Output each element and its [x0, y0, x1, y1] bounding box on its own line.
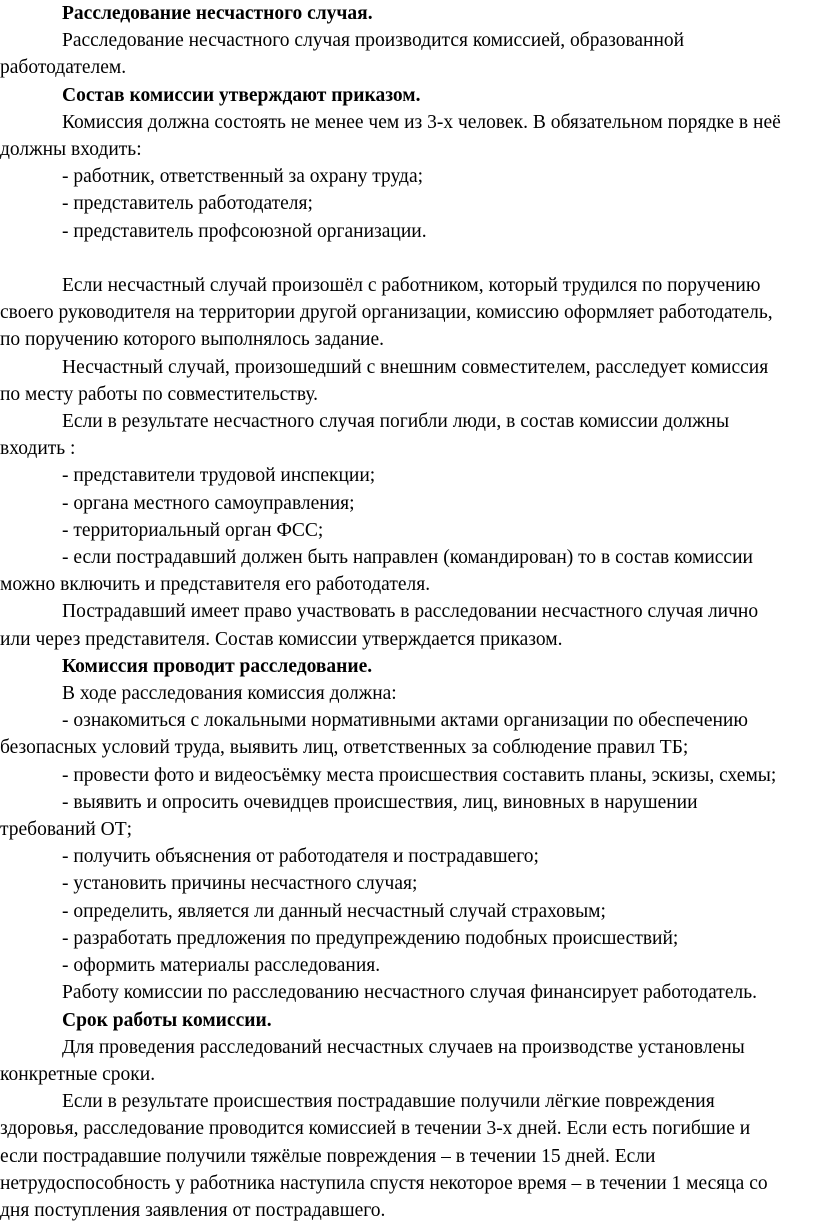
paragraph	[0, 517, 816, 544]
text-line: Срок работы комиссии.	[62, 1009, 272, 1031]
paragraph	[0, 843, 816, 870]
paragraph	[0, 218, 816, 245]
text-line: нетрудоспособность у работника наступила спустя некоторое время – в течении 1 месяца со	[0, 1172, 768, 1194]
text-line: конкретные сроки.	[0, 1063, 156, 1085]
section-heading	[0, 82, 816, 109]
paragraph	[0, 925, 816, 952]
text-line: Работу комиссии по расследованию несчастного случая финансирует работодатель.	[62, 982, 757, 1004]
paragraph	[0, 272, 816, 354]
paragraph	[0, 979, 816, 1006]
text-line: - представитель работодателя;	[62, 193, 313, 215]
text-line: или через представителя. Состав комиссии утверждается приказом.	[0, 628, 563, 650]
text-line: своего руководителя на территории другой организации, комиссию оформляет работодатель,	[0, 302, 773, 324]
text-line: Несчастный случай, произошедший с внешним совместителем, расследует комиссия	[62, 356, 769, 378]
paragraph	[0, 1088, 816, 1224]
text-line: Комиссия проводит расследование.	[62, 655, 373, 677]
text-line: - оформить материалы расследования.	[62, 955, 381, 977]
paragraph	[0, 354, 816, 408]
section-heading	[0, 653, 816, 680]
text-line: по поручению которого выполнялось задание.	[0, 329, 384, 351]
paragraph	[0, 27, 816, 81]
text-line: - установить причины несчастного случая;	[62, 873, 418, 895]
paragraph	[0, 1034, 816, 1088]
text-line: - территориальный орган ФСС;	[62, 519, 324, 541]
paragraph	[0, 680, 816, 707]
text-line: здоровья, расследование проводится комиссией в течении 3-х дней. Если есть погибшие и	[0, 1118, 751, 1140]
text-line: работодателем.	[0, 57, 127, 79]
paragraph	[0, 490, 816, 517]
text-line: должны входить:	[0, 139, 142, 161]
text-line: - работник, ответственный за охрану труда;	[62, 166, 424, 188]
paragraph	[0, 109, 816, 163]
paragraph	[0, 598, 816, 652]
text-line: Если несчастный случай произошёл с работником, который трудился по поручению	[62, 275, 761, 297]
paragraph	[0, 898, 816, 925]
text-line: Расследование несчастного случая производится комиссией, образованной	[62, 30, 685, 52]
blank-line	[0, 245, 816, 272]
text-line: дня поступления заявления от пострадавшего.	[0, 1199, 386, 1221]
paragraph	[0, 707, 816, 761]
text-line: Расследование несчастного случая.	[62, 3, 373, 24]
text-line: - органа местного самоуправления;	[62, 492, 355, 514]
text-line: - провести фото и видеосъёмку места происшествия составить планы, эскизы, схемы;	[62, 764, 777, 786]
text-line: Комиссия должна состоять не менее чем из 3-х человек. В обязательном порядке в неё	[62, 111, 781, 133]
text-line: если пострадавшие получили тяжёлые повреждения – в течении 15 дней. Если	[0, 1145, 656, 1167]
paragraph	[0, 544, 816, 598]
paragraph	[0, 870, 816, 897]
paragraph	[0, 190, 816, 217]
paragraph	[0, 789, 816, 843]
section-heading	[0, 0, 816, 27]
text-line: Состав комиссии утверждают приказом.	[62, 84, 421, 106]
text-line: - выявить и опросить очевидцев происшествия, лиц, виновных в нарушении	[62, 791, 698, 813]
text-line: - если пострадавший должен быть направлен (командирован) то в состав комиссии	[62, 547, 753, 569]
text-line: - представители трудовой инспекции;	[62, 465, 376, 487]
text-line: - представитель профсоюзной организации.	[62, 220, 427, 242]
text-line: - получить объяснения от работодателя и пострадавшего;	[62, 846, 539, 868]
paragraph	[0, 163, 816, 190]
text-line: Пострадавший имеет право участвовать в расследовании несчастного случая лично	[62, 601, 759, 623]
text-line: - определить, является ли данный несчастный случай страховым;	[62, 900, 606, 922]
text-line: безопасных условий труда, выявить лиц, ответственных за соблюдение правил ТБ;	[0, 737, 689, 759]
section-heading	[0, 1007, 816, 1034]
text-line: можно включить и представителя его работодателя.	[0, 574, 431, 596]
text-line: - разработать предложения по предупреждению подобных происшествий;	[62, 927, 679, 949]
text-line: Если в результате несчастного случая погибли люди, в состав комиссии должны	[62, 411, 730, 433]
text-line: Если в результате происшествия пострадавшие получили лёгкие повреждения	[62, 1091, 715, 1113]
paragraph	[0, 952, 816, 979]
text-line: входить :	[0, 438, 76, 460]
text-line: требований ОТ;	[0, 819, 133, 841]
paragraph	[0, 408, 816, 462]
paragraph	[0, 462, 816, 489]
paragraph	[0, 762, 816, 789]
text-line: - ознакомиться с локальными нормативными актами организации по обеспечению	[62, 710, 748, 732]
text-line: по месту работы по совместительству.	[0, 383, 319, 405]
text-line: Для проведения расследований несчастных случаев на производстве установлены	[62, 1036, 745, 1058]
text-line: В ходе расследования комиссия должна:	[62, 683, 397, 705]
